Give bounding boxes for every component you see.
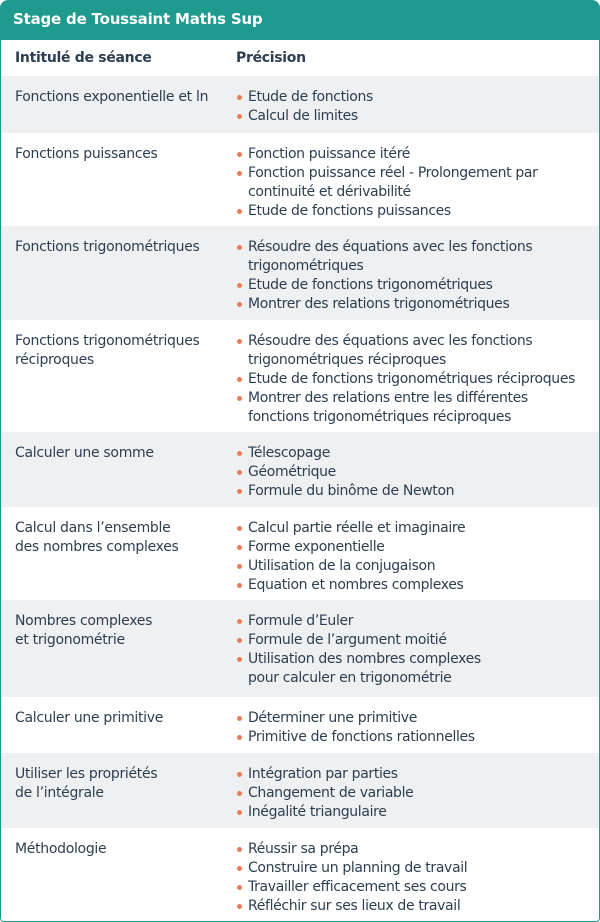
list-item-text: Réfléchir sur ses lieux de travail xyxy=(248,898,461,914)
bullet-icon xyxy=(237,114,242,119)
list-item-text: Montrer des relations trigonométriques xyxy=(248,296,510,312)
session-label: Calcul dans l’ensemble des nombres complexes xyxy=(15,520,179,555)
bullet-icon xyxy=(237,885,242,890)
session-label: Nombres complexes et trigonométrie xyxy=(15,613,153,648)
bullet-icon xyxy=(237,847,242,852)
bullet-icon xyxy=(237,171,242,176)
list-item-text: Résoudre des équations avec les fonctions trigonométriques réciproques xyxy=(248,333,533,368)
list-item xyxy=(236,370,598,389)
list-item-text: Formule d’Euler xyxy=(248,613,354,629)
bullet-icon xyxy=(237,716,242,721)
precision-list xyxy=(236,519,598,595)
list-item-text: Déterminer une primitive xyxy=(248,710,417,726)
list-item-text: Géométrique xyxy=(248,464,336,480)
bullet-icon xyxy=(237,152,242,157)
list-item xyxy=(236,576,598,595)
list-item-text: Formule du binôme de Newton xyxy=(248,483,455,499)
list-item xyxy=(236,238,598,276)
list-item-text: Construire un planning de travail xyxy=(248,860,468,876)
bullet-icon xyxy=(237,791,242,796)
list-item xyxy=(236,803,598,822)
list-item-text: Intégration par parties xyxy=(248,766,398,782)
session-label: Fonctions trigonométriques réciproques xyxy=(15,333,200,368)
list-item-text: Etude de fonctions xyxy=(248,89,373,105)
list-item-text: Montrer des relations entre les différentes fonctions trigonométriques réciproques xyxy=(248,390,528,425)
list-item xyxy=(236,88,598,107)
list-item-text: Utilisation des nombres complexes pour calculer en trigonométrie xyxy=(248,651,481,686)
list-item xyxy=(236,444,598,463)
bullet-icon xyxy=(237,638,242,643)
list-item-text: Equation et nombres complexes xyxy=(248,577,464,593)
list-item xyxy=(236,557,598,576)
page-title: Stage de Toussaint Maths Sup xyxy=(13,10,263,28)
list-item xyxy=(236,784,598,803)
list-item xyxy=(236,538,598,557)
session-label: Calculer une somme xyxy=(15,445,154,461)
list-item xyxy=(236,482,598,501)
list-item xyxy=(236,519,598,538)
bullet-icon xyxy=(237,470,242,475)
table-row xyxy=(1,507,599,600)
list-item-text: Changement de variable xyxy=(248,785,414,801)
bullet-icon xyxy=(237,451,242,456)
bullet-icon xyxy=(237,526,242,531)
bullet-icon xyxy=(237,245,242,250)
bullet-icon xyxy=(237,545,242,550)
precision-list xyxy=(236,709,598,747)
list-item-text: Télescopage xyxy=(248,445,330,461)
list-item-text: Etude de fonctions puissances xyxy=(248,203,451,219)
list-item xyxy=(236,859,598,878)
precision-list xyxy=(236,88,598,126)
precision-list xyxy=(236,332,598,427)
list-item xyxy=(236,145,598,164)
title-bar xyxy=(0,0,600,40)
list-item xyxy=(236,765,598,784)
session-label: Fonctions exponentielle et ln xyxy=(15,89,209,105)
bullet-icon xyxy=(237,302,242,307)
table-row xyxy=(1,76,599,133)
bullet-icon xyxy=(237,619,242,624)
table-row xyxy=(1,226,599,320)
list-item xyxy=(236,728,598,747)
table-row xyxy=(1,432,599,507)
list-item-text: Travailler efficacement ses cours xyxy=(248,879,467,895)
bullet-icon xyxy=(237,810,242,815)
list-item xyxy=(236,332,598,370)
list-item-text: Inégalité triangulaire xyxy=(248,804,387,820)
table-row xyxy=(1,600,599,697)
table-row xyxy=(1,320,599,432)
list-item xyxy=(236,897,598,916)
table-row xyxy=(1,697,599,753)
bullet-icon xyxy=(237,583,242,588)
precision-list xyxy=(236,145,598,221)
bullet-icon xyxy=(237,396,242,401)
list-item xyxy=(236,840,598,859)
table-row xyxy=(1,753,599,828)
precision-list xyxy=(236,612,598,688)
bullet-icon xyxy=(237,772,242,777)
list-item xyxy=(236,463,598,482)
list-item xyxy=(236,202,598,221)
list-item-text: Etude de fonctions trigonométriques réciproques xyxy=(248,371,576,387)
table-row xyxy=(1,133,599,226)
list-item-text: Primitive de fonctions rationnelles xyxy=(248,729,475,745)
bullet-icon xyxy=(237,904,242,909)
bullet-icon xyxy=(237,339,242,344)
list-item xyxy=(236,276,598,295)
session-label: Utiliser les propriétés de l’intégrale xyxy=(15,766,158,801)
bullet-icon xyxy=(237,209,242,214)
list-item-text: Utilisation de la conjugaison xyxy=(248,558,436,574)
bullet-icon xyxy=(237,866,242,871)
bullet-icon xyxy=(237,95,242,100)
precision-list xyxy=(236,444,598,501)
list-item-text: Forme exponentielle xyxy=(248,539,385,555)
session-label: Méthodologie xyxy=(15,841,107,857)
bullet-icon xyxy=(237,377,242,382)
precision-list xyxy=(236,238,598,314)
list-item xyxy=(236,650,598,688)
list-item-text: Formule de l’argument moitié xyxy=(248,632,447,648)
precision-list xyxy=(236,765,598,822)
bullet-icon xyxy=(237,564,242,569)
list-item xyxy=(236,295,598,314)
list-item-text: Etude de fonctions trigonométriques xyxy=(248,277,493,293)
session-label: Fonctions trigonométriques xyxy=(15,239,200,255)
list-item-text: Fonction puissance itéré xyxy=(248,146,411,162)
bullet-icon xyxy=(237,283,242,288)
list-item xyxy=(236,612,598,631)
list-item-text: Calcul de limites xyxy=(248,108,358,124)
session-label: Calculer une primitive xyxy=(15,710,164,726)
list-item xyxy=(236,164,598,202)
list-item xyxy=(236,631,598,650)
list-item xyxy=(236,389,598,427)
column-header-session: Intitulé de séance xyxy=(15,50,152,66)
column-header-precision: Précision xyxy=(236,50,306,66)
session-label: Fonctions puissances xyxy=(15,146,158,162)
list-item-text: Résoudre des équations avec les fonctions trigonométriques xyxy=(248,239,533,274)
table-row xyxy=(1,828,599,921)
list-item xyxy=(236,709,598,728)
table-header xyxy=(1,40,599,76)
bullet-icon xyxy=(237,489,242,494)
list-item xyxy=(236,107,598,126)
list-item-text: Réussir sa prépa xyxy=(248,841,359,857)
list-item xyxy=(236,878,598,897)
precision-list xyxy=(236,840,598,916)
list-item-text: Calcul partie réelle et imaginaire xyxy=(248,520,466,536)
bullet-icon xyxy=(237,657,242,662)
bullet-icon xyxy=(237,735,242,740)
list-item-text: Fonction puissance réel - Prolongement par continuité et dérivabilité xyxy=(248,165,538,200)
